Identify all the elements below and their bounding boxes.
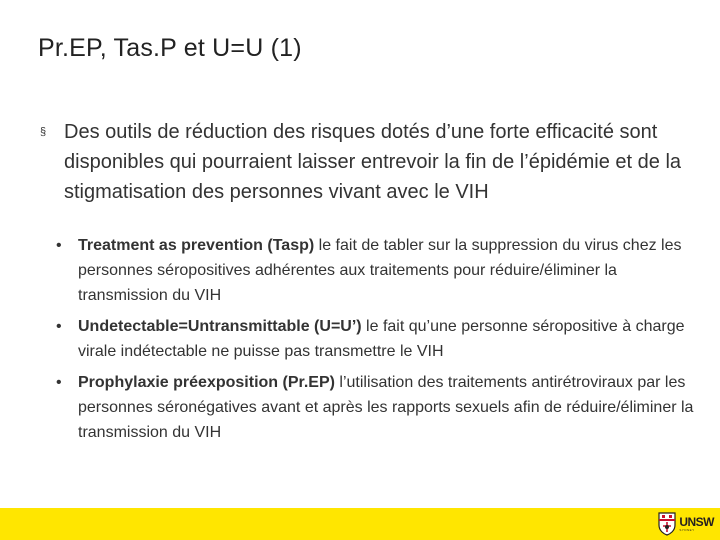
sub-bullet-text bbox=[78, 370, 706, 445]
sub-bullet-text bbox=[78, 314, 706, 364]
main-bullet bbox=[40, 117, 710, 207]
sub-bullet-list bbox=[56, 233, 706, 451]
sub-bullet-term: Treatment as prevention (Tasp) bbox=[78, 237, 315, 254]
footer-bar bbox=[0, 508, 720, 540]
dot-bullet-icon: • bbox=[56, 237, 62, 254]
sub-bullet-description: le fait de tabler sur la suppression du virus chez les personnes séropositives adhérentes aux traitements pour réduire/éliminer la transmission du VIH bbox=[78, 237, 682, 304]
sub-bullet-term: Prophylaxie préexposition (Pr.EP) bbox=[78, 374, 335, 391]
sub-bullet-text bbox=[78, 233, 706, 308]
dot-bullet-icon: • bbox=[56, 374, 62, 391]
sub-bullet-item bbox=[56, 233, 706, 308]
logo-wordmark: UNSW bbox=[679, 514, 714, 529]
sub-bullet-term: Undetectable=Untransmittable (U=U’) bbox=[78, 318, 362, 335]
logo-subtext: SYDNEY bbox=[679, 527, 695, 532]
unsw-logo bbox=[658, 510, 714, 538]
sub-bullet-item bbox=[56, 370, 706, 445]
crest-icon bbox=[658, 512, 676, 536]
sub-bullet-item bbox=[56, 314, 706, 364]
slide-title: Pr.EP, Tas.P et U=U (1) bbox=[38, 34, 302, 62]
sub-bullet-description: l’utilisation des traitements antirétroviraux par les personnes séronégatives avant et après les rapports sexuels afin de réduire/éliminer la transmission du VIH bbox=[78, 374, 694, 441]
dot-bullet-icon: • bbox=[56, 318, 62, 335]
logo-text bbox=[679, 516, 714, 533]
sub-bullet-description: le fait qu’une personne séropositive à charge virale indétectable ne puisse pas transmettre le VIH bbox=[78, 318, 685, 360]
square-bullet-icon: § bbox=[40, 126, 47, 138]
main-bullet-text: Des outils de réduction des risques dotés d’une forte efficacité sont disponibles qui pourraient laisser entrevoir la fin de l’épidémie et de la stigmatisation des personnes vivant avec le VIH bbox=[64, 121, 682, 203]
